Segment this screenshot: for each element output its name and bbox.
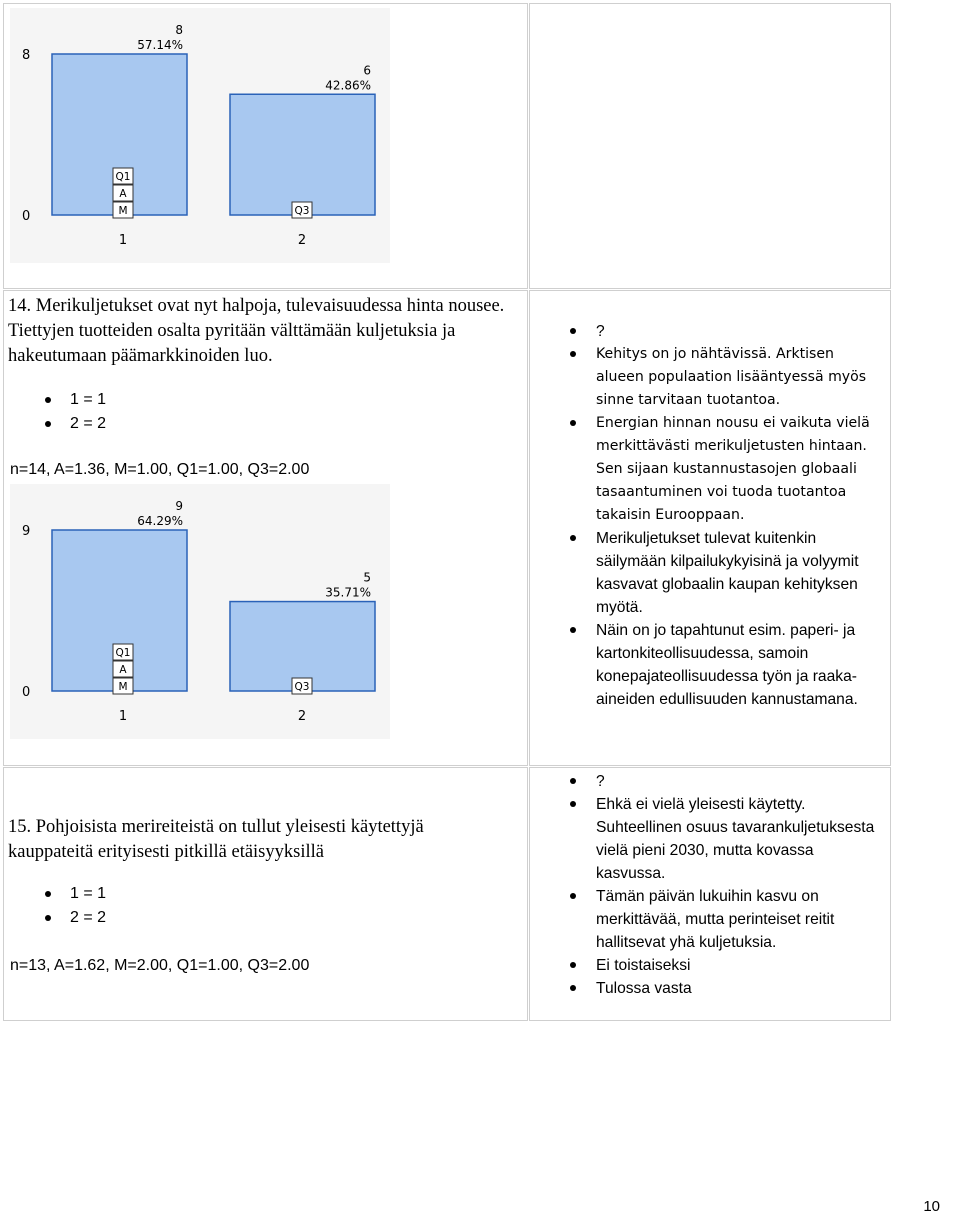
x-tick-label: 2: [297, 709, 307, 724]
bar-percent-label: 42.86%: [325, 78, 371, 93]
page-number: 10: [923, 1198, 940, 1215]
q15-option: 2 = 2: [10, 906, 106, 930]
stat-marker-label: A: [119, 188, 127, 200]
q14-bar-chart-svg: [10, 484, 390, 739]
bar: [230, 94, 375, 215]
x-tick-label: 1: [118, 233, 128, 248]
q14-comments: [540, 320, 885, 711]
x-tick-label: 2: [297, 233, 307, 248]
bar-percent-label: 35.71%: [325, 585, 371, 600]
q14-stats: n=14, A=1.36, M=1.00, Q1=1.00, Q3=2.00: [10, 461, 310, 478]
q15-comment: Ei toistaiseksi: [540, 954, 885, 977]
q15-comment: Tämän päivän lukuihin kasvu on merkittävää, mutta perinteiset reitit hallitsevat yhä kuljetuksia.: [540, 885, 885, 954]
q14-comment: Näin on jo tapahtunut esim. paperi- ja kartonkiteollisuudessa, samoin konepajateollisuudessa työn ja raaka-aineiden edullisuuden kannustamana.: [540, 619, 885, 711]
q15-option: 1 = 1: [10, 882, 106, 906]
top-bar-chart: [10, 8, 390, 263]
y-tick-label: 0: [22, 209, 31, 224]
bar-count-label: 8: [175, 23, 183, 37]
bar-percent-label: 57.14%: [137, 38, 183, 52]
y-tick-label: 8: [22, 48, 31, 63]
stat-marker-label: M: [118, 681, 128, 693]
q14-option: 2 = 2: [10, 412, 106, 436]
bar-count-label: 6: [363, 63, 371, 78]
bar-count-label: 5: [363, 570, 371, 585]
bar-count-label: 9: [175, 499, 183, 513]
stat-marker-label: A: [119, 664, 127, 676]
stat-marker-label: Q1: [115, 647, 131, 659]
q15-comment: Ehkä ei vielä yleisesti käytetty. Suhteellinen osuus tavarankuljetuksesta vielä pieni 2030, mutta kovassa kasvussa.: [540, 793, 885, 885]
table-cell-top-right: [529, 3, 891, 289]
q14-title: 14. Merikuljetukset ovat nyt halpoja, tulevaisuudessa hinta nousee. Tiettyjen tuotteiden osalta pyritään välttämään kuljetuksia ja hakeutumaan päämarkkinoiden luo.: [8, 296, 505, 366]
stat-marker-label: M: [118, 205, 128, 217]
x-tick-label: 1: [118, 709, 128, 724]
q15-comments: [540, 770, 885, 1000]
stat-marker-label: Q3: [294, 205, 310, 217]
top-bar-chart-svg: [10, 8, 390, 263]
y-tick-label: 9: [22, 524, 31, 539]
q15-comment: ?: [540, 770, 885, 793]
stat-marker-label: Q1: [115, 171, 131, 183]
q15-stats: n=13, A=1.62, M=2.00, Q1=1.00, Q3=2.00: [10, 957, 310, 974]
q15-comment: Tulossa vasta: [540, 977, 885, 1000]
q14-bar-chart: [10, 484, 390, 739]
y-tick-label: 0: [22, 685, 31, 700]
q15-options: [10, 882, 106, 930]
stat-marker-label: Q3: [294, 681, 310, 693]
q14-comment: Merikuljetukset tulevat kuitenkin säilymään kilpailukykyisinä ja volyymit kasvavat globaalin kaupan kehityksen myötä.: [540, 527, 885, 619]
q14-comment: Kehitys on jo nähtävissä. Arktisen alueen populaation lisääntyessä myös sinne tarvitaan tuotantoa.: [540, 343, 885, 412]
q15-title: 15. Pohjoisista merireiteistä on tullut yleisesti käytettyjä kauppateitä erityisesti pitkillä etäisyyksillä: [8, 817, 424, 862]
q14-comment: ?: [540, 320, 885, 343]
q14-comment: Energian hinnan nousu ei vaikuta vielä merkittävästi merikuljetusten hintaan. Sen sijaan kustannustasojen globaali tasaantuminen voi tuoda tuotantoa takaisin Eurooppaan.: [540, 412, 885, 527]
bar-percent-label: 64.29%: [137, 514, 183, 528]
q14-options: [10, 388, 106, 436]
q14-option: 1 = 1: [10, 388, 106, 412]
